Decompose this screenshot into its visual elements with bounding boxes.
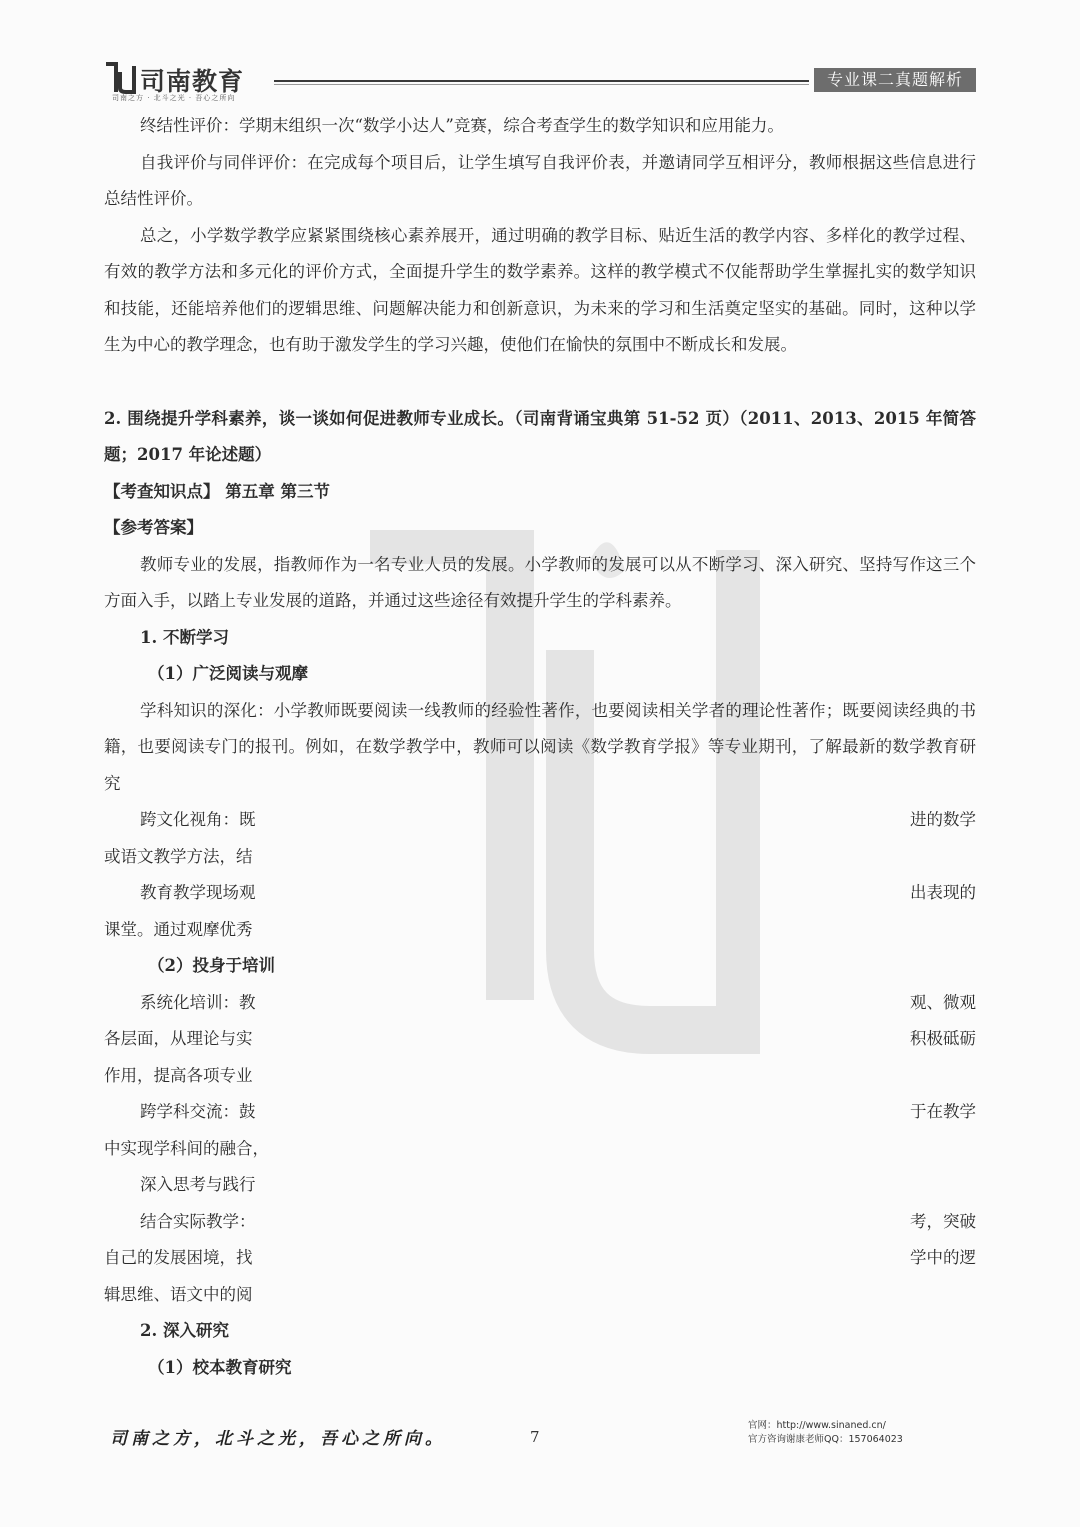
logo-subtitle: 司南之方 · 北斗之光 · 吾心之所向 (112, 94, 236, 102)
website-link[interactable]: 官网：http://www.sinaned.cn/ (748, 1420, 886, 1431)
footer-info (748, 1419, 903, 1447)
text-fragment: 于在教学 (910, 1102, 976, 1121)
text-fragment: 出表现的 (910, 883, 976, 902)
paragraph-classroom-observation (104, 875, 976, 912)
reference-answer-heading: 【参考答案】 (104, 518, 203, 537)
paragraph-self-peer-evaluation: 自我评价与同伴评价：在完成每个项目后，让学生填写自我评价表，并邀请同学互相评分，教师根据这些信息进行总结性评价。 (104, 152, 976, 208)
text-fragment: 跨学科交流：鼓 (140, 1102, 256, 1121)
paragraph-practice (104, 1204, 976, 1241)
paragraph-interdisciplinary-cont: 中实现学科间的融合， (104, 1138, 269, 1158)
text-fragment: 学中的逻 (910, 1248, 976, 1267)
paragraph-reflection: 深入思考与践行 (140, 1175, 256, 1194)
text-fragment: 进的数学 (910, 810, 976, 829)
text-fragment: 结合实际教学： (140, 1211, 256, 1231)
paragraph-conclusion: 总之，小学数学教学应紧紧围绕核心素养展开，通过明确的教学目标、贴近生活的教学内容、多样化的教学过程、有效的教学方法和多元化的评价方式，全面提升学生的数学素养。这样的教学模式不仅能帮助学生掌握扎实的数学知识和技能，还能培养他们的逻辑思维、问题解决能力和创新意识，为未来的学习和生活奠定坚实的基础。同时，这种以学生为中心的教学理念，也有助于激发学生的学习兴趣，使他们在愉快的氛围中不断成长和发展。 (104, 225, 976, 354)
heading-training: （2）投身于培训 (148, 956, 275, 975)
paragraph-cross-cultural-cont: 或语文教学方法，结 (104, 846, 253, 866)
heading-school-research: （1）校本教育研究 (148, 1357, 292, 1377)
paragraph-teacher-development: 教师专业的发展，指教师作为一名专业人员的发展。小学教师的发展可以从不断学习、深入研究、坚持写作这三个方面入手，以踏上专业发展的道路，并通过这些途径有效提升学生的学科素养。 (104, 554, 976, 610)
text-fragment: 教育教学现场观 (140, 883, 256, 902)
paragraph-systematic-training (104, 985, 976, 1022)
heading-continuous-learning: 1. 不断学习 (140, 627, 229, 647)
heading-reading-observation: （1）广泛阅读与观摩 (148, 664, 308, 683)
text-fragment: 观、微观 (910, 992, 976, 1012)
knowledge-point: 【考查知识点】 第五章 第三节 (104, 481, 330, 501)
text-fragment: 自己的发展困境，找 (104, 1248, 253, 1267)
text-fragment: 考，突破 (910, 1211, 976, 1231)
text-fragment: 各层面，从理论与实 (104, 1029, 253, 1048)
paragraph-subject-knowledge: 学科知识的深化：小学教师既要阅读一线教师的经验性著作，也要阅读相关学者的理论性著作；既要阅读经典的书籍，也要阅读专门的报刊。例如，在数学教学中，教师可以阅读《数学教育学报》等专业期刊，了解最新的数学教育研究 (104, 700, 976, 793)
contact-info: 官方咨询谢康老师QQ：157064023 (748, 1434, 903, 1445)
paragraph-systematic-training-cont (104, 1021, 976, 1058)
paragraph-cross-cultural (104, 802, 976, 839)
paragraph-systematic-training-end: 作用，提高各项专业 (104, 1065, 253, 1085)
text-fragment: 积极砥砺 (910, 1029, 976, 1048)
paragraph-summative-evaluation: 终结性评价：学期末组织一次“数学小达人”竞赛，综合考查学生的数学知识和应用能力。 (140, 116, 784, 135)
paragraph-interdisciplinary (104, 1094, 976, 1131)
footer-motto: 司南之方，北斗之光，吾心之所向。 (110, 1429, 446, 1449)
page-number: 7 (530, 1428, 540, 1446)
sinan-logo (104, 62, 264, 102)
text-fragment: 跨文化视角：既 (140, 810, 256, 829)
header-rule (274, 80, 809, 82)
paragraph-classroom-observation-cont: 课堂。通过观摩优秀 (104, 919, 253, 939)
paragraph-practice-cont (104, 1240, 976, 1277)
section-tag: 专业课二真题解析 (814, 68, 976, 92)
header-rule-thin (274, 84, 809, 85)
text-fragment: 系统化培训：教 (140, 992, 256, 1012)
logo-mark-icon (104, 62, 140, 94)
logo-text: 司南教育 (140, 67, 245, 96)
page-header (104, 62, 976, 106)
question-2: 2. 围绕提升学科素养，谈一谈如何促进教师专业成长。（司南背诵宝典第 51-52 页）（2011、2013、2015 年简答题；2017 年论述题） (104, 408, 976, 464)
paragraph-practice-end: 辑思维、语文中的阅 (104, 1284, 253, 1304)
heading-deep-research: 2. 深入研究 (140, 1321, 229, 1340)
document-body (104, 108, 976, 1386)
